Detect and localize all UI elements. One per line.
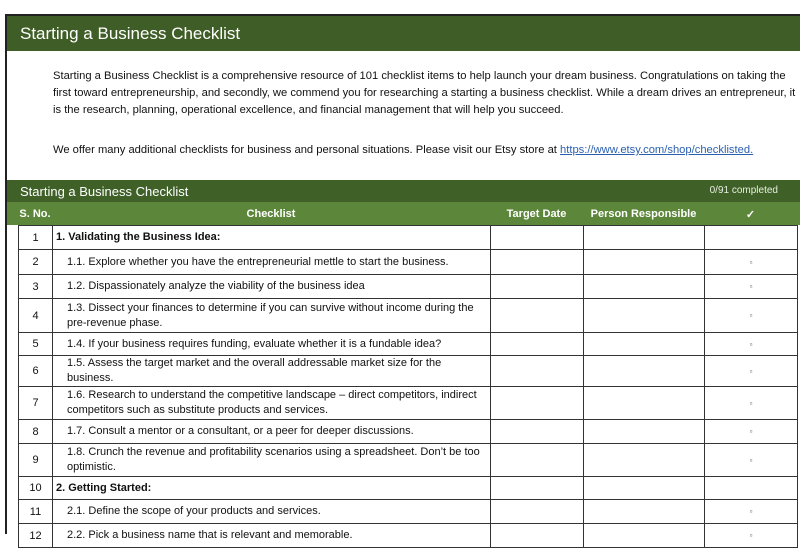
header-sno: S. No.: [19, 208, 51, 220]
table-row: [19, 226, 798, 250]
checkbox-cell[interactable]: [705, 226, 798, 250]
person-responsible-cell[interactable]: [584, 524, 705, 548]
target-date-cell[interactable]: [491, 250, 584, 275]
table-row: [19, 299, 798, 333]
checklist-item: 1.4. If your business requires funding, evaluate whether it is a fundable idea?: [53, 333, 491, 356]
etsy-link[interactable]: https://www.etsy.com/shop/checklisted.: [560, 144, 754, 156]
target-date-cell[interactable]: [491, 275, 584, 299]
checklist-item: 1.3. Dissect your finances to determine if you can survive without income during the pre-revenue phase.: [53, 299, 491, 333]
checklist-item: 2.1. Define the scope of your products and services.: [53, 500, 491, 524]
section-heading: 2. Getting Started:: [53, 477, 491, 500]
target-date-cell[interactable]: [491, 387, 584, 420]
checkbox-cell[interactable]: [705, 275, 798, 299]
target-date-cell[interactable]: [491, 420, 584, 444]
checklist-item: 1.6. Research to understand the competitive landscape – direct competitors, indirect competitors such as substitute products and services.: [53, 387, 491, 420]
checklist-item: 1.7. Consult a mentor or a consultant, or a peer for deeper discussions.: [53, 420, 491, 444]
checkbox-cell[interactable]: [705, 444, 798, 477]
checkbox-icon[interactable]: ▫: [749, 257, 753, 267]
row-number: 10: [19, 477, 53, 500]
table-row: [19, 444, 798, 477]
target-date-cell[interactable]: [491, 444, 584, 477]
checklist-item: 1.1. Explore whether you have the entrepreneurial mettle to start the business.: [53, 250, 491, 275]
header-person: Person Responsible: [590, 208, 697, 220]
table-header: [7, 202, 800, 225]
row-number: 2: [19, 250, 53, 275]
intro-text: Starting a Business Checklist is a comprehensive resource of 101 checklist items to help launch your dream business. Congratulations on taking the first toward entrepreneurship, and secondly, we commend you for researching a starting a business checklist. While a dream drives an entrepreneur, it is the research, planning, operational excellence, and financial management that will help you succeed.: [53, 70, 796, 116]
table-row: [19, 250, 798, 275]
row-number: 5: [19, 333, 53, 356]
checklist-item: 1.8. Crunch the revenue and profitability scenarios using a spreadsheet. Don’t be too optimistic.: [53, 444, 491, 477]
etsy-text-label: We offer many additional checklists for business and personal situations. Please visit our Etsy store at: [53, 144, 561, 156]
checkbox-icon[interactable]: ▫: [749, 531, 753, 540]
checkbox-icon[interactable]: ▫: [749, 282, 753, 291]
checkbox-icon[interactable]: ▫: [749, 366, 753, 376]
checkbox-icon[interactable]: ▫: [749, 507, 753, 516]
table-row: [19, 387, 798, 420]
checkbox-cell[interactable]: [705, 500, 798, 524]
checkbox-icon[interactable]: ▫: [749, 339, 753, 349]
table-row: [19, 420, 798, 444]
target-date-cell[interactable]: [491, 477, 584, 500]
checkbox-cell[interactable]: [705, 356, 798, 387]
row-number: 9: [19, 444, 53, 477]
row-number: 6: [19, 356, 53, 387]
header-check: ✓: [745, 209, 756, 221]
checkbox-cell[interactable]: [705, 299, 798, 333]
checkbox-cell[interactable]: [705, 477, 798, 500]
row-number: 1: [19, 226, 53, 250]
person-responsible-cell[interactable]: [584, 500, 705, 524]
checkbox-cell[interactable]: [705, 333, 798, 356]
person-responsible-cell[interactable]: [584, 299, 705, 333]
person-responsible-cell[interactable]: [584, 356, 705, 387]
page-title: Starting a Business Checklist: [7, 16, 800, 51]
person-responsible-cell[interactable]: [584, 226, 705, 250]
table-row: [19, 500, 798, 524]
person-responsible-cell[interactable]: [584, 444, 705, 477]
person-responsible-cell[interactable]: [584, 250, 705, 275]
row-number: 8: [19, 420, 53, 444]
checkbox-icon[interactable]: ▫: [749, 398, 753, 408]
target-date-cell[interactable]: [491, 333, 584, 356]
table-row: [19, 275, 798, 299]
target-date-cell[interactable]: [491, 524, 584, 548]
checkbox-cell[interactable]: [705, 524, 798, 548]
checklist-item: 1.5. Assess the target market and the overall addressable market size for the business.: [53, 356, 491, 387]
table-row: [19, 356, 798, 387]
header-checklist: Checklist: [246, 208, 296, 220]
row-number: 7: [19, 387, 53, 420]
person-responsible-cell[interactable]: [584, 477, 705, 500]
person-responsible-cell[interactable]: [584, 420, 705, 444]
row-number: 4: [19, 299, 53, 333]
target-date-cell[interactable]: [491, 226, 584, 250]
target-date-cell[interactable]: [491, 356, 584, 387]
checkbox-cell[interactable]: [705, 420, 798, 444]
section-heading: 1. Validating the Business Idea:: [53, 226, 491, 250]
table-row: [19, 524, 798, 548]
completed-count: 0/91 completed: [709, 185, 778, 196]
checklist-item: 2.2. Pick a business name that is relevant and memorable.: [53, 524, 491, 548]
row-number: 12: [19, 524, 53, 548]
target-date-cell[interactable]: [491, 299, 584, 333]
checklist-item: 1.2. Dispassionately analyze the viability of the business idea: [53, 275, 491, 299]
row-number: 3: [19, 275, 53, 299]
row-number: 11: [19, 500, 53, 524]
header-target-date: Target Date: [506, 208, 567, 220]
checklist-table: [18, 225, 798, 548]
checkbox-icon[interactable]: ▫: [749, 427, 753, 436]
table-row: [19, 333, 798, 356]
target-date-cell[interactable]: [491, 500, 584, 524]
person-responsible-cell[interactable]: [584, 275, 705, 299]
section-bar: [7, 180, 800, 202]
table-row: [19, 477, 798, 500]
etsy-text: [53, 144, 798, 156]
checkbox-icon[interactable]: ▫: [749, 455, 753, 465]
checkbox-cell[interactable]: [705, 250, 798, 275]
checkbox-cell[interactable]: [705, 387, 798, 420]
person-responsible-cell[interactable]: [584, 333, 705, 356]
section-title: Starting a Business Checklist: [20, 184, 189, 199]
checkbox-icon[interactable]: ▫: [749, 311, 753, 320]
person-responsible-cell[interactable]: [584, 387, 705, 420]
